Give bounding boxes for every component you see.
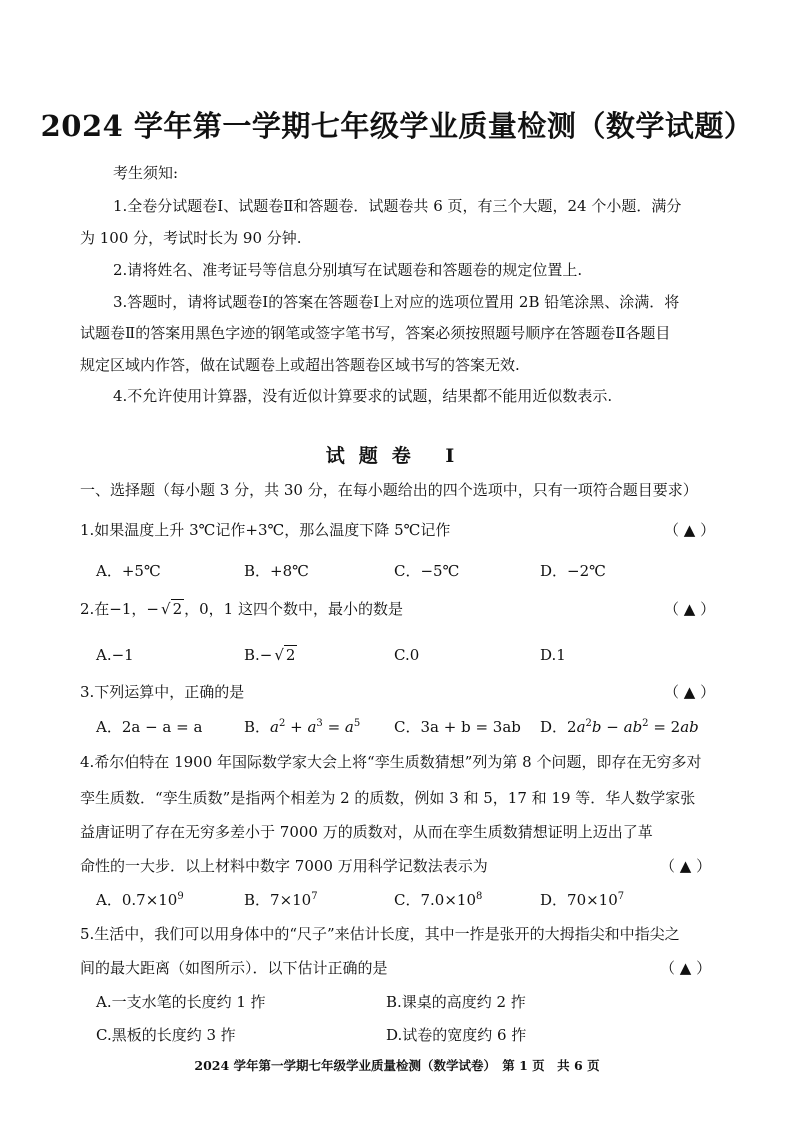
question-4-option-c [394,889,482,910]
question-4-option-d-exponent: 7 [617,891,625,902]
question-5-option-c: C.黑板的长度约 3 拃 [96,1026,236,1044]
question-4-option-b-exponent: 7 [311,891,318,902]
question-3-option-d-label: D． [540,718,568,736]
question-4-option-a-base: A．0.7×10 [96,891,178,909]
question-4-option-c-base: C．7.0×10 [394,891,476,909]
question-2-radicand: 2 [172,600,183,618]
question-3-answer-mark: （ ▲ ） [664,683,716,701]
question-4-line-3: 益唐证明了存在无穷多差小于 7000 万的质数对，从而在孪生质数猜想证明上迈出了革 [80,823,653,841]
question-4-line-1: 4.希尔伯特在 1900 年国际数学家大会上将“孪生质数猜想”列为第 8 个问题，即存在无穷多对 [80,753,702,771]
notice-heading: 考生须知: [113,164,179,182]
section-title: 试题卷 Ⅰ [325,445,469,467]
question-2-answer-mark: （ ▲ ） [664,600,716,618]
question-1-option-a: A．+5℃ [96,562,161,580]
question-5-option-a: A.一支水笔的长度约 1 拃 [96,993,266,1011]
question-4-option-d [540,889,624,910]
question-3-option-d: D．$2a^2b - ab^2 = 2ab$ [540,718,699,736]
question-4-option-c-exponent: 8 [476,891,483,902]
question-4-option-a-exponent: 9 [177,891,184,902]
notice-item-1-line-2: 为 100 分，考试时长为 90 分钟. [80,229,302,247]
question-4-line-4: 命性的一大步．以上材料中数字 7000 万用科学记数法表示为 [80,857,488,875]
question-3-option-c: C．3a + b = 3ab [394,718,521,736]
question-4-option-a [96,889,184,910]
question-4-option-b-base: B．7×10 [244,891,312,909]
question-5-option-b: B.课桌的高度约 2 拃 [386,993,526,1011]
question-1-answer-mark: （ ▲ ） [664,521,716,539]
question-2-option-b [244,646,297,664]
question-2-option-c: C.0 [394,646,420,664]
page-title: 2024 学年第一学期七年级学业质量检测（数学试题） [40,109,754,143]
question-1-option-c: C．−5℃ [394,562,460,580]
notice-item-2: 2.请将姓名、准考证号等信息分别填写在试题卷和答题卷的规定位置上. [113,261,583,279]
question-1-option-d: D．−2℃ [540,562,606,580]
question-3-option-b: B．$a^2 + a^3 = a^5$ [244,718,361,736]
notice-item-3-line-3: 规定区域内作答，做在试题卷上或超出答题卷区域书写的答案无效. [80,356,520,374]
question-2-option-d: D.1 [540,646,566,664]
question-4-option-b [244,889,318,910]
question-2-option-b-radicand: 2 [285,646,296,664]
question-2-stem-pre: 2.在−1，− [80,600,159,618]
question-2-option-a: A.−1 [96,646,134,664]
question-3-stem: 3.下列运算中，正确的是 [80,683,245,701]
question-2-stem-post: ，0，1 这四个数中，最小的数是 [184,600,403,618]
part-one-heading: 一、选择题（每小题 3 分，共 30 分，在每小题给出的四个选项中，只有一项符合题目要求） [80,481,698,499]
sqrt-symbol: √ 2 [161,600,183,618]
question-4-option-d-base: D．70×10 [540,891,618,909]
notice-item-4: 4.不允许使用计算器，没有近似计算要求的试题，结果都不能用近似数表示. [113,387,613,405]
question-2-stem [80,598,403,619]
question-5-line-2: 间的最大距离（如图所示）．以下估计正确的是 [80,959,388,977]
question-4-answer-mark: （ ▲ ） [660,857,712,875]
question-1-stem: 1.如果温度上升 3℃记作+3℃，那么温度下降 5℃记作 [80,521,451,539]
question-1-option-b: B．+8℃ [244,562,309,580]
sqrt-symbol: √ 2 [274,646,296,664]
notice-item-3-line-2: 试题卷Ⅱ的答案用黑色字迹的钢笔或签字笔书写，答案必须按照题号顺序在答题卷Ⅱ各题目 [80,324,671,342]
question-5-option-d: D.试卷的宽度约 6 拃 [386,1026,527,1044]
notice-item-3-line-1: 3.答题时，请将试题卷Ⅰ的答案在答题卷Ⅰ上对应的选项位置用 2B 铅笔涂黑、涂满．将 [113,293,680,311]
question-3-option-a: A．2a − a = a [96,718,203,736]
question-2-option-b-pre: B.− [244,646,273,664]
page-footer: 2024 学年第一学期七年级学业质量检测（数学试卷） 第 1 页 共 6 页 [194,1058,600,1073]
question-4-line-2: 孪生质数．“孪生质数”是指两个相差为 2 的质数，例如 3 和 5，17 和 19 等．华人数学家张 [80,789,696,807]
notice-item-1-line-1: 1.全卷分试题卷Ⅰ、试题卷Ⅱ和答题卷．试题卷共 6 页，有三个大题，24 个小题．满分 [113,197,682,215]
question-5-line-1: 5.生活中，我们可以用身体中的“尺子”来估计长度，其中一拃是张开的大拇指尖和中指尖之 [80,925,680,943]
question-3-option-b-label: B． [244,718,271,736]
question-5-answer-mark: （ ▲ ） [660,959,712,977]
